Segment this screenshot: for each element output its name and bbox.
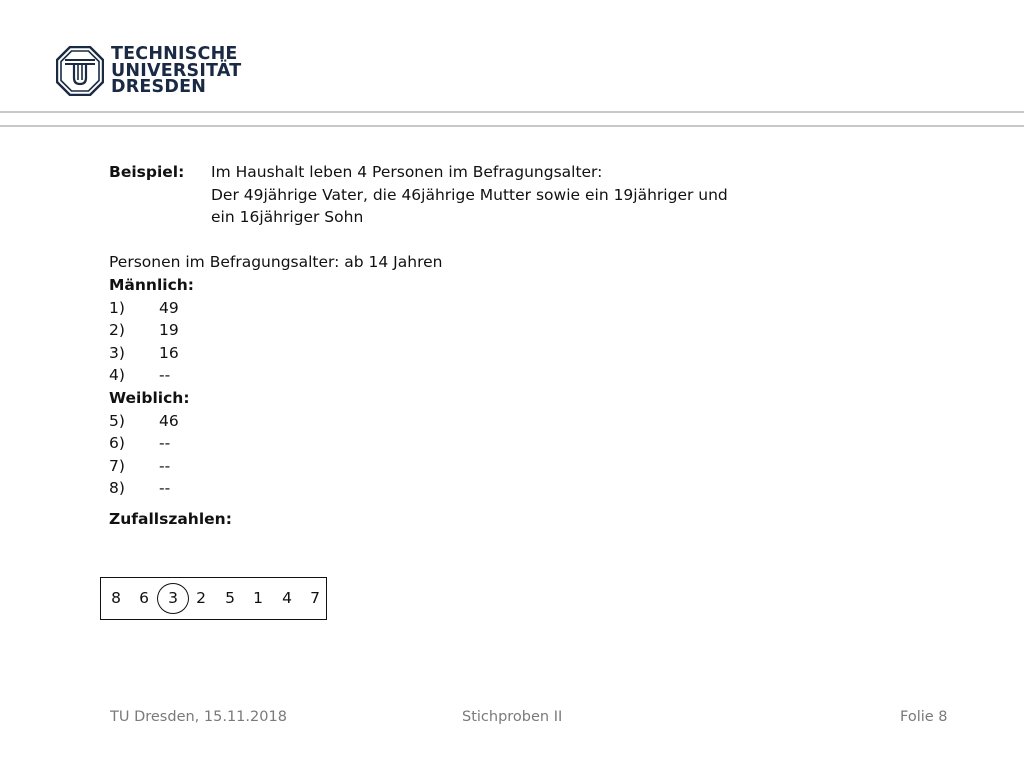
footer-title: Stichproben II — [462, 709, 563, 725]
item-value: -- — [159, 434, 171, 453]
item-value: -- — [159, 479, 171, 498]
item-number: 2) — [109, 321, 125, 340]
random-digit: 3 — [168, 589, 178, 607]
list-item — [109, 364, 442, 387]
item-value: 16 — [159, 343, 179, 362]
example-label: Beispiel: — [109, 163, 185, 181]
tu-dresden-logo-icon — [56, 46, 104, 96]
item-value: -- — [159, 456, 171, 475]
item-value: 46 — [159, 411, 179, 430]
random-numbers-box — [100, 577, 327, 620]
item-value: 19 — [159, 321, 179, 340]
item-number: 1) — [109, 298, 125, 317]
logo-line-1: TECHNISCHE — [111, 44, 238, 64]
item-number: 4) — [109, 366, 125, 385]
example-line-3: ein 16jähriger Sohn — [211, 208, 364, 227]
footer-slide-number: Folie 8 — [900, 709, 948, 725]
example-line-1: Im Haushalt leben 4 Personen im Befragungsalter: — [211, 163, 603, 181]
item-number: 7) — [109, 456, 125, 475]
random-heading: Zufallszahlen: — [109, 509, 232, 528]
list-item — [109, 319, 442, 342]
random-digit: 7 — [310, 589, 320, 607]
random-digit: 2 — [196, 589, 206, 607]
item-number: 3) — [109, 343, 125, 362]
slide-content — [109, 161, 728, 531]
header-divider-bottom — [0, 125, 1024, 127]
tu-dresden-logo — [56, 44, 242, 100]
header-divider-top — [0, 111, 1024, 113]
logo-line-2: UNIVERSITÄT — [111, 60, 242, 81]
random-digit: 4 — [282, 589, 292, 607]
list-item — [109, 410, 442, 433]
age-note: Personen im Befragungsalter: ab 14 Jahren — [109, 253, 443, 272]
female-heading: Weiblich: — [109, 388, 190, 407]
list-item — [109, 455, 442, 478]
list-item — [109, 477, 442, 500]
list-item — [109, 342, 442, 365]
example-line-2: Der 49jährige Vater, die 46jährige Mutter sowie ein 19jähriger und — [211, 185, 728, 204]
logo-line-3: DRESDEN — [111, 77, 207, 97]
random-digit: 5 — [225, 589, 235, 607]
random-digit: 1 — [253, 589, 263, 607]
random-digit: 8 — [111, 589, 121, 607]
item-value: 49 — [159, 298, 179, 317]
item-number: 5) — [109, 411, 125, 430]
male-heading: Männlich: — [109, 275, 195, 294]
footer-date: TU Dresden, 15.11.2018 — [110, 709, 287, 725]
list-item — [109, 432, 442, 455]
random-digit: 6 — [139, 589, 149, 607]
item-number: 6) — [109, 434, 125, 453]
item-value: -- — [159, 366, 171, 385]
list-item — [109, 297, 442, 320]
item-number: 8) — [109, 479, 125, 498]
